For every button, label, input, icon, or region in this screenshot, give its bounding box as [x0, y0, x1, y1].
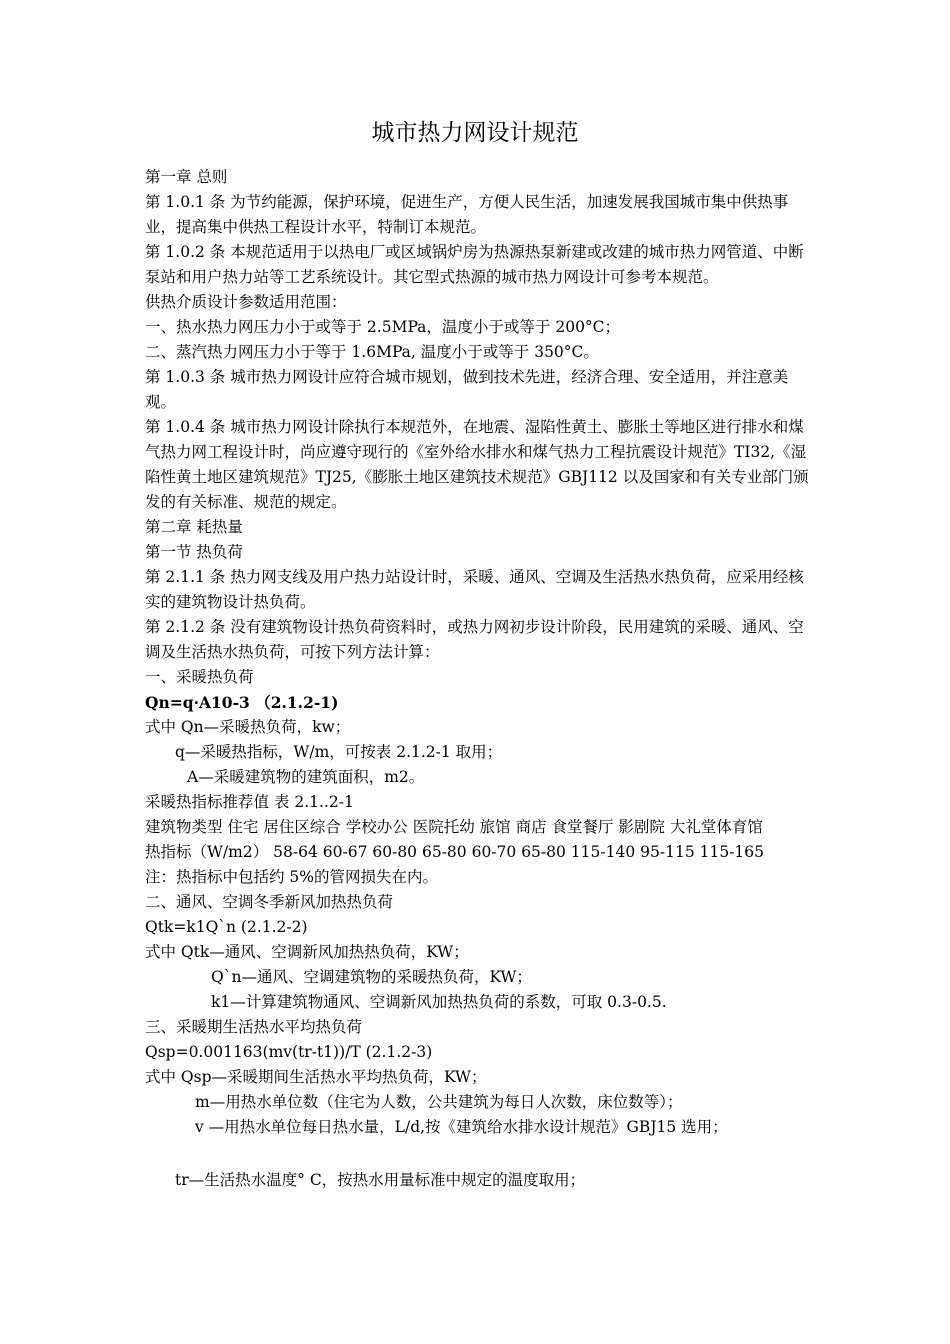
list-item: 二、蒸汽热力网压力小于等于 1.6MPa, 温度小于或等于 350°C。 [145, 343, 599, 361]
table-header-line: 建筑物类型 住宅 居住区综合 学校办公 医院托幼 旅馆 商店 食堂餐厅 影剧院 大礼堂体育馆 [145, 818, 763, 836]
formula-definition: m—用热水单位数（住宅为人数，公共建筑为每日人次数，床位数等）； [195, 1093, 683, 1111]
document-body [145, 165, 810, 1193]
section-heading: 第一节 热负荷 [145, 543, 243, 561]
article-paragraph: 第 1.0.3 条 城市热力网设计应符合城市规划，做到技术先进，经济合理、安全适用，并注意美观。 [145, 368, 789, 411]
list-item: 一、热水热力网压力小于或等于 2.5MPa，温度小于或等于 200°C； [145, 318, 621, 336]
formula-definition: v —用热水单位每日热水量，L/d,按《建筑给水排水设计规范》GBJ15 选用； [195, 1118, 728, 1136]
article-paragraph: 第 2.1.2 条 没有建筑物设计热负荷资料时，或热力网初步设计阶段，民用建筑的采暖、通风、空调及生活热水热负荷，可按下列方法计算： [145, 618, 804, 661]
note-line: 注：热指标中包括约 5%的管网损失在内。 [145, 868, 439, 886]
table-caption: 采暖热指标推荐值 表 2.1..2-1 [145, 793, 354, 811]
list-item: 一、采暖热负荷 [145, 668, 254, 686]
document-title: 城市热力网设计规范 [371, 120, 579, 146]
article-paragraph: 第 2.1.1 条 热力网支线及用户热力站设计时，采暖、通风、空调及生活热水热负荷，应采用经核实的建筑物设计热负荷。 [145, 568, 804, 611]
formula: Qsp=0.001163(mv(tr-t1))/T (2.1.2-3) [145, 1043, 433, 1061]
formula-definition: q—采暖热指标，W/m，可按表 2.1.2-1 取用； [175, 743, 503, 761]
blank-gap [145, 1140, 810, 1168]
article-paragraph: 第 1.0.1 条 为节约能源，保护环境，促进生产，方便人民生活，加速发展我国城市集中供热事业，提高集中供热工程设计水平，特制订本规范。 [145, 193, 789, 236]
formula-definition: 式中 Qsp—采暖期间生活热水平均热负荷，KW； [145, 1068, 487, 1086]
list-item: 二、通风、空调冬季新风加热热负荷 [145, 893, 394, 911]
table-values-line: 热指标（W/m2） 58-64 60-67 60-80 65-80 60-70 65-80 115-140 95-115 115-165 [145, 843, 765, 861]
formula-definition: k1—计算建筑物通风、空调新风加热热负荷的系数，可取 0.3-0.5. [211, 993, 667, 1011]
formula: Qtk=k1Q`n (2.1.2-2) [145, 918, 308, 936]
list-item: 三、采暖期生活热水平均热负荷 [145, 1018, 363, 1036]
formula-definition: 式中 Qtk—通风、空调新风加热热负荷，KW； [145, 943, 469, 961]
article-paragraph: 第 1.0.4 条 城市热力网设计除执行本规范外，在地震、湿陷性黄土、膨胀土等地区进行排水和煤气热力网工程设计时，尚应遵守现行的《室外给水排水和煤气热力工程抗震设计规范》TI32,《湿陷性黄土地区建筑规范》TJ25,《膨胀土地区建筑技术规范》GBJ112 以及国家和有关专业部门颁发的有关标准、规范的规定。 [145, 418, 809, 511]
formula: Qn=q·A10-3 （2.1.2-1) [145, 693, 339, 712]
text-line: 供热介质设计参数适用范围： [145, 293, 347, 311]
formula-definition: 式中 Qn—采暖热负荷，kw； [145, 718, 351, 736]
chapter-heading: 第一章 总则 [145, 168, 228, 186]
formula-definition: tr—生活热水温度° C，按热水用量标准中规定的温度取用； [175, 1171, 586, 1189]
article-paragraph: 第 1.0.2 条 本规范适用于以热电厂或区域锅炉房为热源热泵新建或改建的城市热力网管道、中断泵站和用户热力站等工艺系统设计。其它型式热源的城市热力网设计可参考本规范。 [145, 243, 804, 286]
formula-definition: Q`n—通风、空调建筑物的采暖热负荷，KW； [211, 968, 532, 986]
formula-definition: A—采暖建筑物的建筑面积，m2。 [187, 768, 425, 786]
chapter-heading: 第二章 耗热量 [145, 518, 243, 536]
